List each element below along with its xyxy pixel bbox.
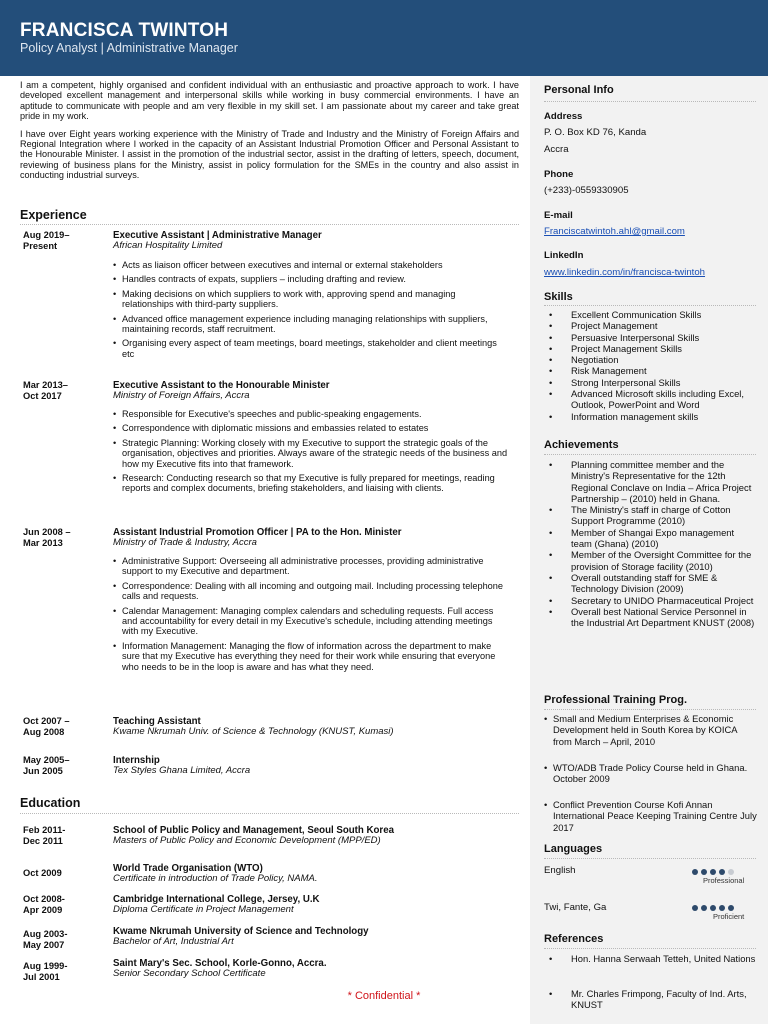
qualification: Bachelor of Art, Industrial Art [113,936,234,947]
qualification: Diploma Certificate in Project Management [113,904,294,915]
list-item: • WTO/ADB Trade Policy Course held in Ghana. October 2009 [544,762,758,785]
list-item: • Negotiation [544,354,756,365]
entry-date: Aug 1999- Jul 2001 [23,961,68,982]
entry-date: Oct 2007 – Aug 2008 [23,716,70,737]
phone-value: (+233)-0559330905 [544,185,629,196]
language-rating [692,905,734,911]
list-item: • Research: Conducting research so that my Executive is fully prepared for meetings, reading reports and complex documents, briefing stakeholders, and liaising with clients. [113,473,508,494]
duty-list [113,556,508,676]
rating-dot [728,905,734,911]
rating-dot [692,905,698,911]
list-item: • Advanced office management experience including managing relationships with suppliers, maintaining records, staff recruitment. [113,314,508,335]
qualification: Senior Secondary School Certificate [113,968,266,979]
entry-date: May 2005– Jun 2005 [23,755,70,776]
linkedin-label: LinkedIn [544,250,584,261]
email-link[interactable]: Franciscatwintoh.ahl@gmail.com [544,226,685,237]
list-item: • Mr. Charles Frimpong, Faculty of Ind. Arts, KNUST [544,988,756,1011]
list-item: • Handles contracts of expats, suppliers – including drafting and review. [113,274,508,284]
list-item: • Persuasive Interpersonal Skills [544,332,756,343]
entry-date: Oct 2008- Apr 2009 [23,894,65,915]
rating-dot [701,869,707,875]
duty-list [113,260,508,363]
summary-paragraph: I am a competent, highly organised and confident individual with an enthusiastic and proactive approach to work. I have developed excellent management and interpersonal skills while working in busy commercial environments. I have an aptitude to communicate with people and am very flexible in my skill set. I am passionate about my career and take great pride in my work. [20,80,519,122]
list-item: • Project Management [544,320,756,331]
candidate-role: Policy Analyst | Administrative Manager [20,41,238,55]
entry-date: Mar 2013– Oct 2017 [23,380,68,401]
section-divider [544,101,756,102]
entry-date: Aug 2003- May 2007 [23,929,68,950]
job-title: Teaching Assistant [113,716,201,727]
employer: Kwame Nkrumah Univ. of Science & Technology (KNUST, Kumasi) [113,726,394,737]
address-label: Address [544,111,583,122]
section-divider [544,858,756,859]
language-rating [692,869,734,875]
school-name: World Trade Organisation (WTO) [113,863,263,874]
list-item: • Small and Medium Enterprises & Economic Development held in South Korea by KOICA from March – April, 2010 [544,713,758,747]
training-list [544,713,758,747]
job-title: Executive Assistant to the Honourable Minister [113,380,330,391]
list-item: • Strategic Planning: Working closely with my Executive to support the strategic goals of the organisation, objectives and priorities. Always aware of the strategic needs of the business and how my Executive fits into that framework. [113,438,508,469]
list-item: • Calendar Management: Managing complex calendars and scheduling requests. Full access and accountability for every detail in my Executive's schedule, including attending meetings with my Executive. [113,606,508,637]
employer: Ministry of Trade & Industry, Accra [113,537,257,548]
address-line: Accra [544,144,569,155]
list-item: • Making decisions on which suppliers to work with, approving spend and managing relationships with third-party suppliers. [113,289,508,310]
list-item: • Hon. Hanna Serwaah Tetteh, United Nations [544,953,756,964]
rating-dot [710,869,716,875]
employer: Ministry of Foreign Affairs, Accra [113,390,250,401]
school-name: Kwame Nkrumah University of Science and Technology [113,926,369,937]
profile-summary [20,80,519,188]
list-item: • Excellent Communication Skills [544,309,756,320]
language-name: Twi, Fante, Ga [544,902,607,913]
list-item: • Conflict Prevention Course Kofi Annan International Peace Keeping Training Centre July 2017 [544,799,758,833]
entry-date: Aug 2019– Present [23,230,70,251]
section-divider [20,813,519,814]
languages-heading: Languages [544,843,603,855]
references-list [544,988,756,1011]
list-item: • Information Management: Managing the flow of information across the department to make sure that my Executive has everything they need for their work while ensuring that everyone who needs to be in the loop is aware and has what they need. [113,641,508,672]
skills-list [544,309,756,422]
header-banner [0,0,768,76]
job-title: Internship [113,755,160,766]
rating-dot [728,869,734,875]
address-line: P. O. Box KD 76, Kanda [544,127,647,138]
list-item: • Overall best National Service Personnel in the Industrial Art Department KNUST (2008) [544,606,756,629]
list-item: • Secretary to UNIDO Pharmaceutical Project [544,595,756,606]
list-item: • Member of the Oversight Committee for the provision of Storage facility (2010) [544,549,756,572]
job-title: Executive Assistant | Administrative Manager [113,230,322,241]
language-name: English [544,865,576,876]
section-divider [544,305,756,306]
section-divider [544,709,756,710]
rating-dot [710,905,716,911]
list-item: • Risk Management [544,365,756,376]
section-divider [544,948,756,949]
references-list [544,953,756,964]
language-level: Professional [703,876,745,885]
list-item: • Correspondence: Dealing with all incoming and outgoing mail. Including processing telephone calls and requests. [113,581,508,602]
school-name: Cambridge International College, Jersey, U.K [113,894,320,905]
list-item: • Project Management Skills [544,343,756,354]
duty-list [113,409,508,498]
achievements-list [544,459,756,628]
experience-heading: Experience [20,208,87,222]
entry-date: Jun 2008 – Mar 2013 [23,527,71,548]
candidate-name: FRANCISCA TWINTOH [20,20,229,41]
list-item: • Acts as liaison officer between executives and internal or external stakeholders [113,260,508,270]
training-heading: Professional Training Prog. [544,694,688,706]
training-list [544,762,758,785]
list-item: • Overall outstanding staff for SME & Technology Division (2009) [544,572,756,595]
section-divider [544,454,756,455]
skills-heading: Skills [544,291,573,303]
job-title: Assistant Industrial Promotion Officer | PA to the Hon. Minister [113,527,402,538]
list-item: • Advanced Microsoft skills including Excel, Outlook, PowerPoint and Word [544,388,756,411]
employer: African Hospitality Limited [113,240,223,251]
school-name: Saint Mary's Sec. School, Korle-Gonno, Accra. [113,958,327,969]
confidential-footer: * Confidential * [347,990,421,1002]
linkedin-link[interactable]: www.linkedin.com/in/francisca-twintoh [544,267,706,278]
list-item: • Correspondence with diplomatic missions and embassies related to estates [113,423,508,433]
qualification: Masters of Public Policy and Economic Development (MPP/ED) [113,835,381,846]
list-item: • Planning committee member and the Ministry's Representative for the 12th Regional Conclave on India – Africa Project Partnership – (2010) held in Ghana. [544,459,756,504]
list-item: • Information management skills [544,411,756,422]
list-item: • Administrative Support: Overseeing all administrative processes, providing administrative support to my Executive and department. [113,556,508,577]
employer: Tex Styles Ghana Limited, Accra [113,765,251,776]
list-item: • Strong Interpersonal Skills [544,377,756,388]
training-list [544,799,758,833]
achievements-heading: Achievements [544,439,619,451]
entry-date: Feb 2011- Dec 2011 [23,825,66,846]
rating-dot [719,905,725,911]
rating-dot [692,869,698,875]
language-level: Proficient [713,912,745,921]
summary-paragraph: I have over Eight years working experience with the Ministry of Trade and Industry and the Ministry of Foreign Affairs and Regional Integration where I worked in the capacity of an Assistant Industrial Promotion Officer and Personal Assistant to the Honourable Minister. I assist in the promotion of the industrial sector, assist in the drafting of letters, speech, document, reviewing of business plans for the Ministry, assist in policy formulation for the SMEs in the country and also assist in conducting industrial surveys. [20,128,519,181]
list-item: • Member of Shangai Expo management team (Ghana) (2010) [544,527,756,550]
entry-date: Oct 2009 [23,868,62,878]
list-item: • The Ministry's staff in charge of Cotton Support Programme (2010) [544,504,756,527]
email-label: E-mail [544,210,573,221]
school-name: School of Public Policy and Management, Seoul South Korea [113,825,394,836]
qualification: Certificate in introduction of Trade Policy, NAMA. [113,873,318,884]
education-heading: Education [20,796,81,810]
phone-label: Phone [544,169,574,180]
rating-dot [701,905,707,911]
list-item: • Responsible for Executive's speeches and public-speaking engagements. [113,409,508,419]
list-item: • Organising every aspect of team meetings, board meetings, stakeholder and client meetings etc [113,338,508,359]
references-heading: References [544,933,604,945]
section-divider [20,224,519,225]
personal-info-heading: Personal Info [544,84,614,96]
rating-dot [719,869,725,875]
